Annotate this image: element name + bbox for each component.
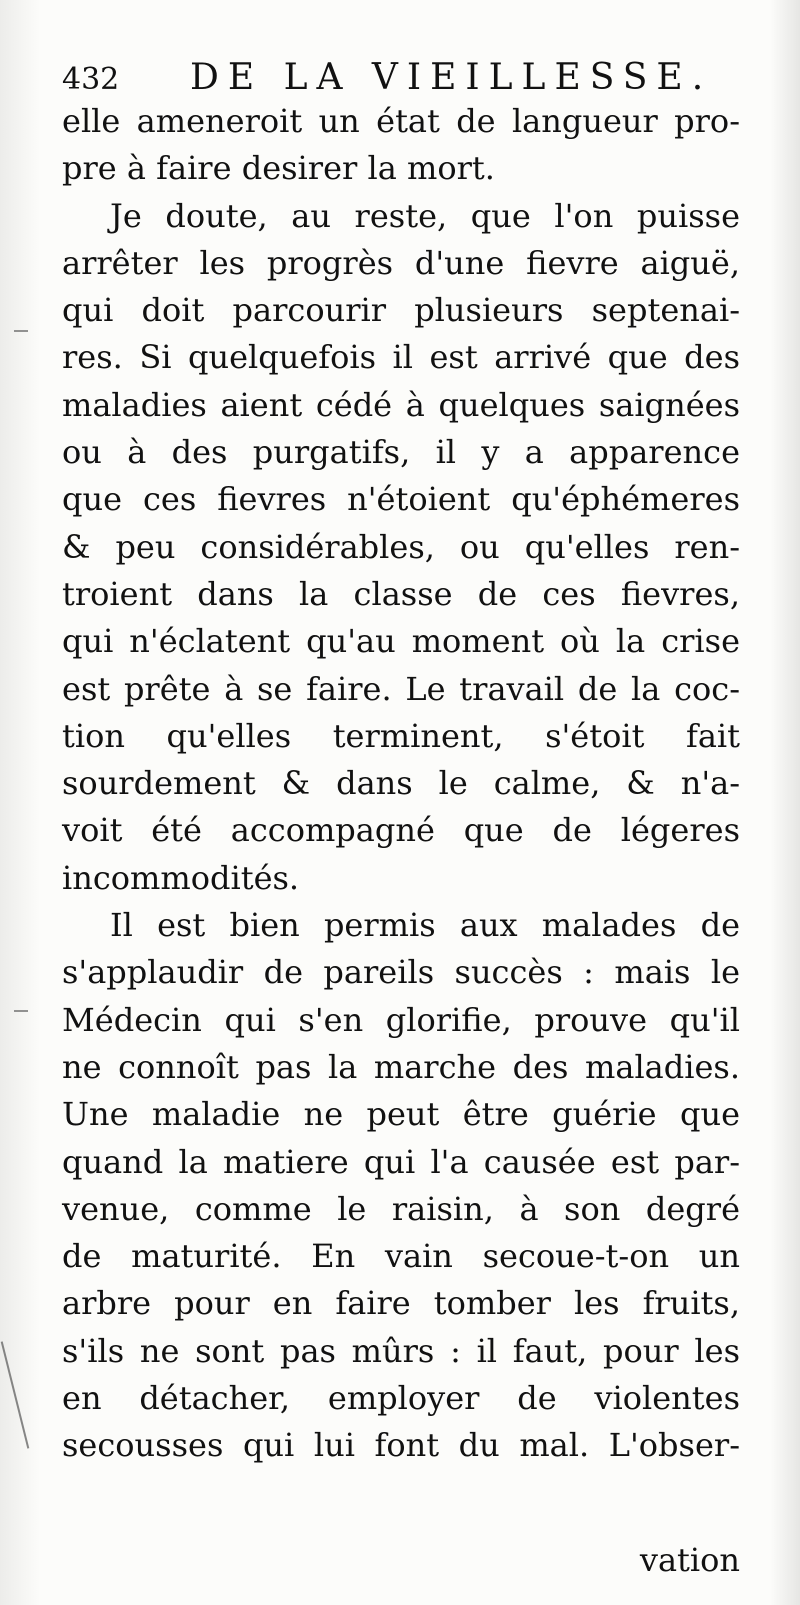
text-line: arrêter les progrès d'une fievre aiguë, [62,243,740,282]
text-line: s'applaudir de pareils succès : mais le [62,953,740,992]
text-line: de maturité. En vain secoue-t-on un [62,1237,740,1276]
text-line: voit été accompagné que de légeres [62,811,740,850]
text-line: res. Si quelquefois il est arrivé que des [62,338,740,377]
page-edge-shadow [770,0,800,1605]
text-line: en détacher, employer de violentes [62,1379,740,1418]
text-line: Il est bien permis aux malades de [110,906,740,945]
text-line: Une maladie ne peut être guérie que [62,1095,740,1134]
text-line: pre à faire desirer la mort. [62,149,495,188]
text-line: s'ils ne sont pas mûrs : il faut, pour les [62,1331,740,1370]
running-head: DE LA VIEILLESSE. [190,57,713,98]
text-line: qui n'éclatent qu'au moment où la crise [62,622,740,661]
text-line: est prête à se faire. Le travail de la coc- [62,669,740,708]
text-line: quand la matiere qui l'a causée est par- [62,1142,740,1181]
body-text [62,98,740,1470]
text-line: tion qu'elles terminent, s'étoit fait [62,716,740,755]
text-line: qui doit parcourir plusieurs septenai- [62,291,740,330]
catchword: vation [639,1541,740,1579]
text-line: ne connoît pas la marche des maladies. [62,1047,740,1086]
margin-mark [14,1010,28,1012]
text-line: Médecin qui s'en glorifie, prouve qu'il [62,1000,740,1039]
text-line: & peu considérables, ou qu'elles ren- [62,527,740,566]
text-line: secousses qui lui font du mal. L'obser- [62,1426,740,1465]
text-line: ou à des purgatifs, il y a apparence [62,433,740,472]
page-number: 432 [62,62,120,97]
text-line: troient dans la classe de ces fievres, [62,574,740,613]
text-line: incommodités. [62,858,300,897]
text-line: arbre pour en faire tomber les fruits, [62,1284,740,1323]
text-line: sourdement & dans le calme, & n'a- [62,764,740,803]
text-line: que ces fievres n'étoient qu'éphémeres [62,480,740,519]
margin-mark [14,330,28,332]
text-line: elle ameneroit un état de langueur pro- [62,102,740,140]
text-line: venue, comme le raisin, à son degré [62,1189,740,1228]
text-line: Je doute, au reste, que l'on puisse [110,196,740,235]
page-header [62,50,742,100]
text-line: maladies aient cédé à quelques saignées [62,385,740,424]
